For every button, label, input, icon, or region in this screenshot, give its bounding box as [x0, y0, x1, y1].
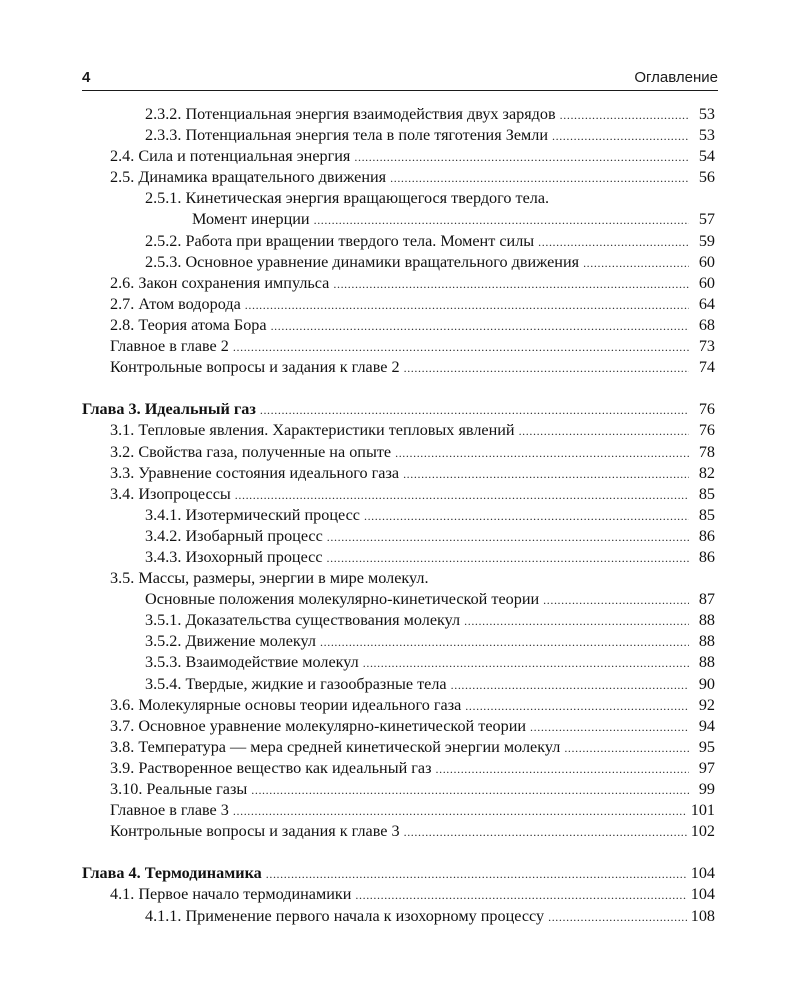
- toc-entry-page: 92: [698, 695, 715, 714]
- dot-leader: [233, 337, 689, 358]
- toc-entry-page: 88: [698, 611, 715, 630]
- table-of-contents: [82, 104, 715, 927]
- toc-entry-title: 3.1. Тепловые явления. Характеристики тепловых явлений: [110, 421, 515, 440]
- toc-entry-page: 86: [698, 526, 715, 545]
- toc-entry: [82, 463, 715, 484]
- toc-entry: [82, 674, 715, 695]
- toc-entry-title: Момент инерции: [192, 210, 310, 229]
- toc-entry: [82, 104, 715, 125]
- toc-entry-title: 3.5.3. Взаимодействие молекул: [145, 653, 359, 672]
- toc-entry-title: Контрольные вопросы и задания к главе 2: [110, 358, 400, 377]
- dot-leader: [395, 443, 689, 464]
- toc-entry-title: 2.5.2. Работа при вращении твердого тела. Момент силы: [145, 231, 535, 250]
- toc-entry: [82, 442, 715, 463]
- dot-leader: [560, 105, 689, 126]
- page-number: 4: [82, 69, 91, 86]
- toc-entry: [82, 294, 715, 315]
- dot-leader: [364, 506, 689, 527]
- toc-entry-page: 76: [698, 421, 715, 440]
- toc-entry: [82, 209, 715, 230]
- toc-entry-title: 2.6. Закон сохранения импульса: [110, 273, 330, 292]
- toc-entry-page: 53: [698, 105, 715, 123]
- toc-entry: [82, 631, 715, 652]
- section-spacer: [82, 842, 715, 863]
- toc-entry-page: 82: [698, 463, 715, 482]
- toc-entry-page: 104: [690, 885, 715, 904]
- dot-leader: [403, 464, 689, 485]
- toc-entry-page: 88: [698, 653, 715, 672]
- toc-entry-title: 2.4. Сила и потенциальная энергия: [110, 147, 351, 166]
- toc-entry-title: 3.4. Изопроцессы: [110, 484, 231, 503]
- toc-entry: [82, 758, 715, 779]
- dot-leader: [465, 696, 689, 717]
- toc-entry-page: 76: [698, 400, 715, 419]
- toc-entry: [82, 884, 715, 905]
- toc-entry-title: 3.5.2. Движение молекул: [145, 632, 317, 651]
- dot-leader: [404, 358, 689, 379]
- page-header: [82, 66, 718, 91]
- toc-entry: [82, 188, 715, 209]
- dot-leader: [327, 527, 689, 548]
- dot-leader: [355, 885, 686, 906]
- dot-leader: [266, 864, 687, 885]
- toc-entry: [82, 315, 715, 336]
- dot-leader: [354, 147, 689, 168]
- toc-entry-title: Глава 4. Термодинамика: [82, 864, 262, 883]
- toc-entry-page: 108: [690, 906, 715, 925]
- dot-leader: [583, 253, 689, 274]
- toc-entry-title: 4.1. Первое начало термодинамики: [110, 885, 352, 904]
- toc-entry-page: 85: [698, 484, 715, 503]
- toc-entry: [82, 484, 715, 505]
- dot-leader: [548, 907, 687, 928]
- toc-entry: [82, 547, 715, 568]
- toc-entry-page: 57: [698, 210, 715, 229]
- running-title: Оглавление: [634, 69, 718, 86]
- dot-leader: [271, 316, 689, 337]
- toc-entry: [82, 568, 715, 589]
- dot-leader: [233, 801, 687, 822]
- dot-leader: [314, 210, 689, 231]
- toc-entry: [82, 420, 715, 441]
- toc-entry: [82, 695, 715, 716]
- toc-entry-title: 3.2. Свойства газа, полученные на опыте: [110, 442, 392, 461]
- toc-entry-page: 97: [698, 758, 715, 777]
- toc-entry-page: 60: [698, 273, 715, 292]
- toc-entry-page: 73: [698, 337, 715, 356]
- toc-entry-title: 3.9. Растворенное вещество как идеальный газ: [110, 758, 432, 777]
- toc-entry-title: Контрольные вопросы и задания к главе 3: [110, 822, 400, 841]
- toc-entry-page: 85: [698, 505, 715, 524]
- dot-leader: [235, 485, 689, 506]
- dot-leader: [327, 548, 689, 569]
- dot-leader: [404, 822, 687, 843]
- dot-leader: [320, 632, 689, 653]
- dot-leader: [333, 274, 689, 295]
- dot-leader: [260, 400, 689, 421]
- toc-entry-title: 2.8. Теория атома Бора: [110, 315, 267, 334]
- toc-entry: [82, 716, 715, 737]
- dot-leader: [251, 780, 689, 801]
- toc-entry-title: 3.6. Молекулярные основы теории идеального газа: [110, 695, 462, 714]
- toc-entry-title: Главное в главе 2: [110, 337, 229, 356]
- toc-entry-page: 60: [698, 252, 715, 271]
- toc-entry: [82, 336, 715, 357]
- toc-entry-page: 86: [698, 547, 715, 566]
- toc-entry-title: 2.7. Атом водорода: [110, 294, 241, 313]
- toc-entry-title: Глава 3. Идеальный газ: [82, 400, 256, 419]
- toc-entry: [82, 505, 715, 526]
- toc-entry-title: 3.5.1. Доказательства существования молекул: [145, 611, 461, 630]
- dot-leader: [390, 168, 689, 189]
- toc-entry-title: 4.1.1. Применение первого начала к изохорному процессу: [145, 906, 545, 925]
- toc-entry: [82, 167, 715, 188]
- toc-entry: [82, 610, 715, 631]
- toc-entry: [82, 589, 715, 610]
- toc-entry: [82, 231, 715, 252]
- section-spacer: [82, 378, 715, 399]
- toc-entry-page: 99: [698, 780, 715, 798]
- toc-entry: [82, 821, 715, 842]
- toc-entry: [82, 125, 715, 146]
- toc-entry-title: 2.5. Динамика вращательного движения: [110, 168, 387, 187]
- toc-entry-page: 54: [698, 147, 715, 166]
- toc-entry-title: 3.4.3. Изохорный процесс: [145, 547, 323, 566]
- toc-entry-page: 74: [698, 358, 715, 377]
- toc-chapter-entry: [82, 399, 715, 420]
- toc-entry: [82, 737, 715, 758]
- toc-entry-title: 3.4.2. Изобарный процесс: [145, 526, 323, 545]
- toc-entry-page: 104: [690, 864, 715, 883]
- dot-leader: [451, 675, 689, 696]
- toc-entry: [82, 252, 715, 273]
- toc-entry-title: 3.5. Массы, размеры, энергии в мире молекул.: [110, 569, 429, 588]
- dot-leader: [245, 295, 689, 316]
- toc-entry-page: 53: [698, 126, 715, 145]
- toc-chapter-entry: [82, 863, 715, 884]
- dot-leader: [538, 232, 689, 253]
- toc-entry-title: 3.8. Температура — мера средней кинетической энергии молекул: [110, 737, 561, 756]
- toc-entry: [82, 652, 715, 673]
- toc-entry-page: 59: [698, 231, 715, 250]
- dot-leader: [564, 738, 689, 759]
- toc-entry-title: Основные положения молекулярно-кинетической теории: [145, 590, 540, 609]
- toc-entry-title: 2.3.3. Потенциальная энергия тела в поле тяготения Земли: [145, 126, 548, 145]
- toc-entry-title: 2.5.3. Основное уравнение динамики вращательного движения: [145, 252, 580, 271]
- toc-entry-title: 3.5.4. Твердые, жидкие и газообразные тела: [145, 674, 447, 693]
- dot-leader: [363, 653, 689, 674]
- toc-entry: [82, 906, 715, 927]
- toc-entry-title: Главное в главе 3: [110, 801, 229, 820]
- toc-entry-page: 94: [698, 716, 715, 735]
- toc-entry: [82, 526, 715, 547]
- toc-entry-page: 87: [698, 590, 715, 609]
- dot-leader: [464, 611, 689, 632]
- toc-entry-title: 3.7. Основное уравнение молекулярно-кинетической теории: [110, 716, 527, 735]
- toc-entry: [82, 779, 715, 800]
- dot-leader: [519, 421, 689, 442]
- toc-entry-title: 2.3.2. Потенциальная энергия взаимодействия двух зарядов: [145, 105, 556, 123]
- toc-entry: [82, 800, 715, 821]
- toc-entry-title: 3.4.1. Изотермический процесс: [145, 505, 360, 524]
- toc-entry-page: 78: [698, 442, 715, 461]
- toc-entry: [82, 357, 715, 378]
- dot-leader: [543, 590, 689, 611]
- toc-entry-page: 102: [690, 822, 715, 841]
- toc-entry: [82, 146, 715, 167]
- toc-entry-page: 101: [690, 801, 715, 820]
- dot-leader: [530, 717, 689, 738]
- toc-entry-page: 56: [698, 168, 715, 187]
- toc-entry-title: 3.10. Реальные газы: [110, 780, 248, 798]
- toc-entry-page: 95: [698, 737, 715, 756]
- dot-leader: [436, 759, 690, 780]
- dot-leader: [552, 126, 689, 147]
- toc-entry-title: 3.3. Уравнение состояния идеального газа: [110, 463, 400, 482]
- toc-entry-page: 88: [698, 632, 715, 651]
- toc-entry-page: 90: [698, 674, 715, 693]
- toc-entry-page: 68: [698, 315, 715, 334]
- toc-entry: [82, 273, 715, 294]
- toc-entry-page: 64: [698, 294, 715, 313]
- toc-entry-title: 2.5.1. Кинетическая энергия вращающегося твердого тела.: [145, 189, 550, 208]
